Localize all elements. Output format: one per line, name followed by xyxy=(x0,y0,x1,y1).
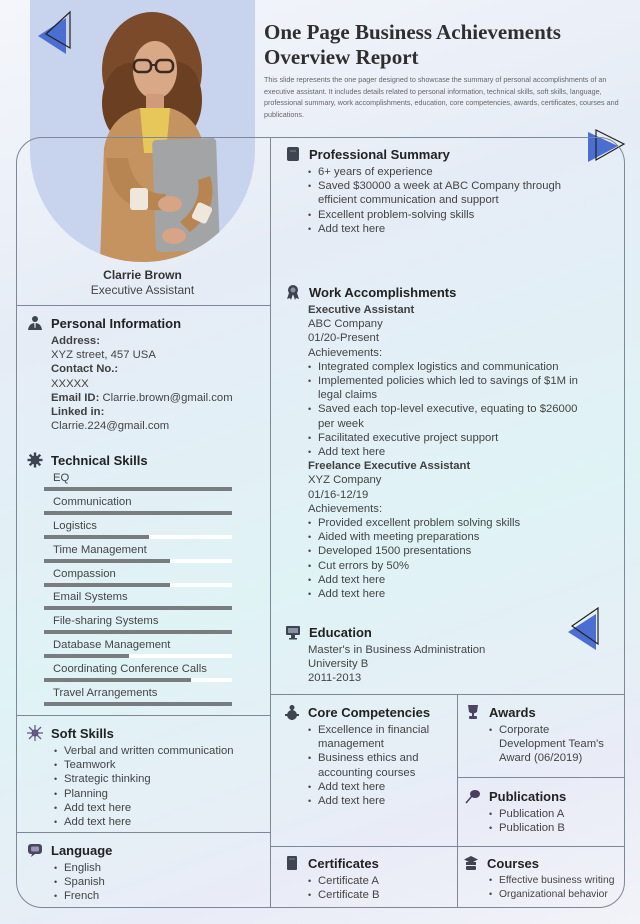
list-item: • Excellence in financial management xyxy=(308,723,448,751)
skill-progress-bar xyxy=(44,487,232,491)
list-item: • Saved each top-level executive, equating to $26000 per week xyxy=(308,402,593,430)
skill-progress-bar xyxy=(44,511,232,515)
skill-row xyxy=(44,566,232,590)
education-school: University B xyxy=(308,658,369,671)
contact-value: XXXXX xyxy=(51,377,89,390)
section-title: Professional Summary xyxy=(309,146,450,162)
skill-label: File-sharing Systems xyxy=(53,615,159,628)
section-title: Publications xyxy=(489,788,567,804)
speech-bubble-icon xyxy=(27,842,43,858)
list-item: • Verbal and written communication xyxy=(54,744,267,758)
skill-row xyxy=(44,470,232,494)
list-item: • Add text here xyxy=(54,815,267,829)
email-value: Clarrie.brown@gmail.com xyxy=(102,391,233,404)
education-divider xyxy=(270,694,625,695)
section-title: Courses xyxy=(487,855,540,871)
section-title: Soft Skills xyxy=(51,725,114,741)
publications-section xyxy=(465,788,623,835)
skill-row xyxy=(44,542,232,566)
list-item: • Corporate Development Team's Award (06/2019) xyxy=(489,723,615,766)
page-title-line2: Overview Report xyxy=(264,45,419,69)
certificate-book-icon xyxy=(284,855,300,871)
list-item: • Organizational behavior xyxy=(489,888,625,902)
address-value: XYZ street, 457 USA xyxy=(51,349,156,362)
core-competencies-section xyxy=(284,704,456,808)
skill-label: Time Management xyxy=(53,543,147,556)
skill-label: Logistics xyxy=(53,519,97,532)
skill-row xyxy=(44,613,232,637)
skill-label: Database Management xyxy=(53,639,171,652)
list-item: • Aided with meeting preparations xyxy=(308,530,593,544)
list-item: • Excellent problem-solving skills xyxy=(308,208,578,222)
list-item: • Add text here xyxy=(54,801,267,815)
technical-skills-header xyxy=(27,452,148,468)
list-item: • Publication A xyxy=(489,807,623,821)
job-dates: 01/16-12/19 xyxy=(308,488,369,501)
list-item: • Facilitated executive project support xyxy=(308,431,593,445)
education-years: 2011-2013 xyxy=(308,672,362,685)
column-divider xyxy=(270,137,271,908)
linkedin-value: Clarrie.224@gmail.com xyxy=(51,420,170,433)
trophy-icon xyxy=(465,704,481,720)
language-list xyxy=(54,861,267,904)
list-item: • Cut errors by 50% xyxy=(308,559,593,573)
skill-progress-bar xyxy=(44,630,232,634)
job-entry xyxy=(308,459,593,601)
list-item: • 6+ years of experience xyxy=(308,165,578,179)
awards-list xyxy=(489,723,615,766)
skill-progress-fill xyxy=(44,559,170,563)
awards-divider xyxy=(457,777,625,778)
skill-row xyxy=(44,589,232,613)
job-dates: 01/20-Present xyxy=(308,332,379,345)
personal-information-section xyxy=(27,315,267,433)
address-label: Address: xyxy=(51,335,100,347)
job-company: XYZ Company xyxy=(308,474,382,487)
skill-progress-bar xyxy=(44,606,232,610)
contact-label: Contact No.: xyxy=(51,363,119,376)
skill-label: Travel Arrangements xyxy=(53,687,158,700)
achievements-list xyxy=(308,360,593,459)
publications-list xyxy=(489,807,623,835)
skill-row xyxy=(44,637,232,661)
list-item: • Spanish xyxy=(54,875,267,889)
monitor-icon xyxy=(285,624,301,640)
section-title: Personal Information xyxy=(51,315,182,331)
section-title: Technical Skills xyxy=(51,452,148,468)
job-title: Freelance Executive Assistant xyxy=(308,460,471,473)
achievements-label: Achievements: xyxy=(308,346,383,359)
linkedin-label: Linked in: xyxy=(51,406,105,419)
list-item: • Add text here xyxy=(308,445,593,459)
list-item: • Add text here xyxy=(308,780,448,794)
work-accomplishments-section xyxy=(285,284,595,601)
list-item: • Strategic thinking xyxy=(54,772,267,786)
list-item: • Integrated complex logistics and communication xyxy=(308,360,593,374)
skill-progress-bar xyxy=(44,559,232,563)
section-title: Education xyxy=(309,624,372,640)
skill-progress-fill xyxy=(44,654,129,658)
skill-row xyxy=(44,494,232,518)
skill-progress-fill xyxy=(44,511,232,515)
education-degree: Master's in Business Administration xyxy=(308,644,486,656)
courses-list xyxy=(489,874,625,901)
skill-progress-fill xyxy=(44,583,170,587)
education-section xyxy=(285,624,555,686)
profile-name: Clarrie Brown xyxy=(103,268,182,282)
skill-label: Coordinating Conference Calls xyxy=(53,663,207,676)
skill-row xyxy=(44,661,232,685)
list-item: • Add text here xyxy=(308,573,593,587)
skill-progress-fill xyxy=(44,487,232,491)
skill-progress-fill xyxy=(44,606,232,610)
section-title: Work Accomplishments xyxy=(309,284,457,300)
soft-skills-divider xyxy=(16,832,270,833)
list-item: • Add text here xyxy=(308,794,448,808)
list-item: • Add text here xyxy=(308,222,578,236)
list-item: • Certificate B xyxy=(308,888,456,902)
achievements-label: Achievements: xyxy=(308,502,383,515)
list-item: • Saved $30000 a week at ABC Company through efficient communication and support xyxy=(308,179,578,207)
list-item: • French xyxy=(54,889,267,903)
graduation-cap-icon xyxy=(463,855,479,871)
gear-person-icon xyxy=(284,704,300,720)
skill-progress-fill xyxy=(44,702,232,706)
soft-skills-network-icon xyxy=(27,725,43,741)
list-item: • Developed 1500 presentations xyxy=(308,544,593,558)
skill-progress-fill xyxy=(44,678,191,682)
certificates-section xyxy=(284,855,456,902)
job-entry xyxy=(308,303,593,459)
professional-summary-list xyxy=(308,165,578,236)
skill-progress-bar xyxy=(44,654,232,658)
section-title: Certificates xyxy=(308,855,379,871)
skill-progress-fill xyxy=(44,630,232,634)
list-item: • Add text here xyxy=(308,587,593,601)
document-icon xyxy=(285,146,301,162)
award-ribbon-icon xyxy=(285,284,301,300)
skill-progress-bar xyxy=(44,678,232,682)
certificates-list xyxy=(308,874,456,902)
profile-divider xyxy=(16,305,270,306)
section-title: Awards xyxy=(489,704,536,720)
soft-skills-list xyxy=(54,744,267,829)
skill-row xyxy=(44,518,232,542)
skill-label: Communication xyxy=(53,495,132,508)
skill-progress-fill xyxy=(44,535,149,539)
list-item: • Certificate A xyxy=(308,874,456,888)
skill-label: Email Systems xyxy=(53,591,128,604)
email-label: Email ID: xyxy=(51,391,100,404)
skill-progress-bar xyxy=(44,535,232,539)
skill-label: EQ xyxy=(53,472,70,484)
job-title: Executive Assistant xyxy=(308,304,415,316)
subcolumn-divider xyxy=(457,694,458,908)
person-icon xyxy=(27,315,43,331)
language-section xyxy=(27,842,267,904)
list-item: • Planning xyxy=(54,787,267,801)
list-item: • Teamwork xyxy=(54,758,267,772)
section-title: Language xyxy=(51,842,113,858)
skill-label: Compassion xyxy=(53,567,116,580)
page-title-line1: One Page Business Achievements xyxy=(264,20,561,44)
decorative-triangle-left-icon xyxy=(36,10,76,56)
core-competencies-list xyxy=(308,723,448,808)
technical-skills-list xyxy=(44,470,232,709)
section-title: Core Competencies xyxy=(308,704,431,720)
soft-skills-section xyxy=(27,725,267,829)
profile-role: Executive Assistant xyxy=(90,283,195,297)
skill-progress-bar xyxy=(44,583,232,587)
job-company: ABC Company xyxy=(308,318,383,331)
quill-pen-icon xyxy=(465,788,481,804)
list-item: • Implemented policies which led to savings of $1M in legal claims xyxy=(308,374,593,402)
list-item: • Publication B xyxy=(489,821,623,835)
list-item: • Provided excellent problem solving skills xyxy=(308,516,593,530)
courses-section xyxy=(463,855,625,901)
certificates-divider xyxy=(270,846,625,847)
list-item: • Business ethics and accounting courses xyxy=(308,751,448,779)
list-item: • Effective business writing xyxy=(489,874,625,888)
skill-row xyxy=(44,685,232,709)
tech-skills-divider xyxy=(16,715,270,716)
list-item: • English xyxy=(54,861,267,875)
skill-progress-bar xyxy=(44,702,232,706)
achievements-list xyxy=(308,516,593,601)
page-title xyxy=(264,20,624,70)
gear-icon xyxy=(27,452,43,468)
professional-summary-section xyxy=(285,146,585,236)
awards-section xyxy=(465,704,623,766)
page-description: This slide represents the one pager designed to showcase the summary of personal accomplishments of an executive assistant. It includes details related to personal information, technical skills, soft skills, language, professional summary, work accomplishments, education, core competencies, awards, certificates, courses and publications. xyxy=(264,75,619,120)
